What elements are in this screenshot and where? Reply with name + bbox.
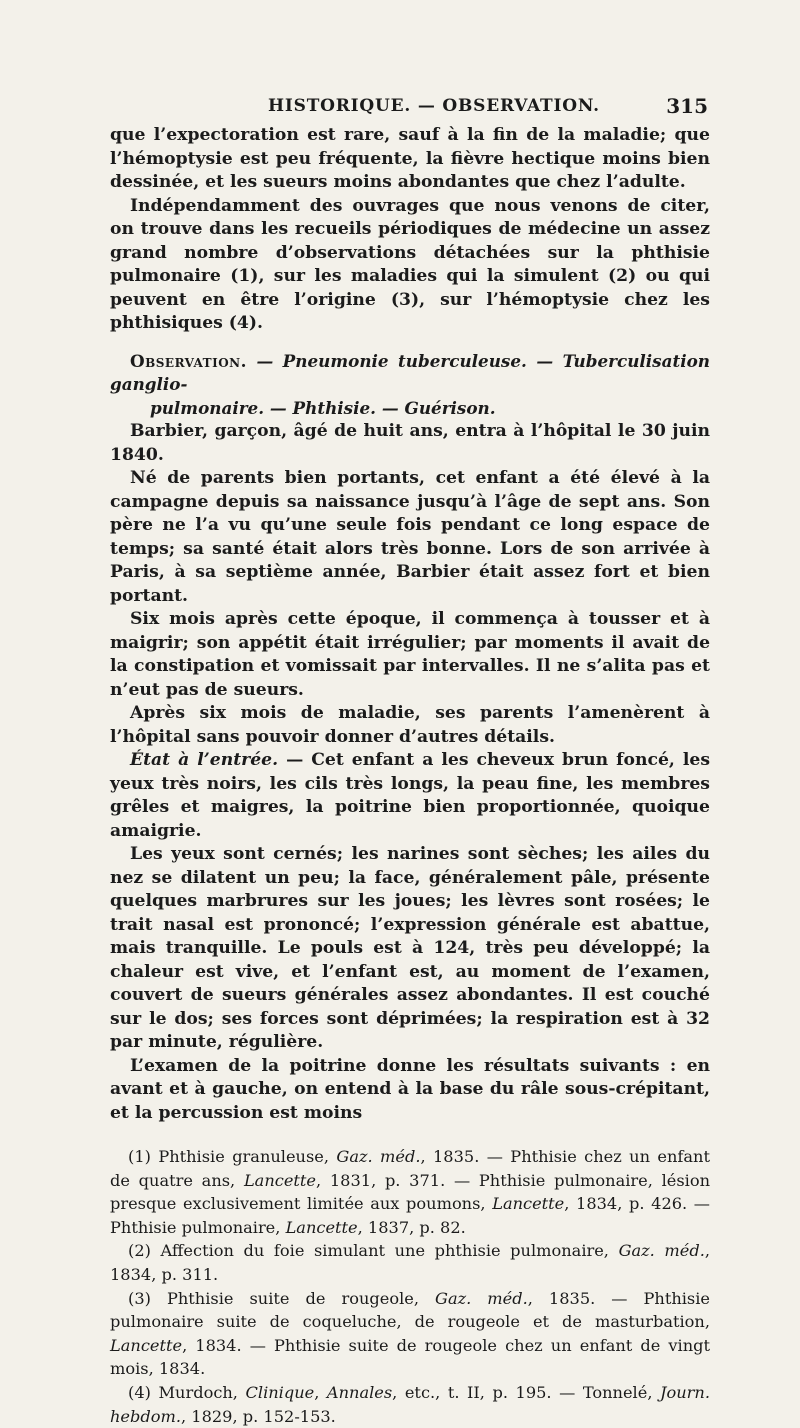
paragraph: Barbier, garçon, âgé de huit ans, entra à l’hôpital le 30 juin 1840. — [110, 421, 710, 465]
footnote-text: , 1831, p. 371. — Phthisie pulmonaire, lésion presque exclusivement limitée aux poumons, — [110, 1170, 711, 1214]
footnote-text: , 1837, p. 82. — [357, 1217, 466, 1237]
paragraph: Indépendamment des ouvrages que nous venons de citer, on trouve dans les recueils périodiques de médecine un assez grand nombre d’observations détachées sur la phthisie pulmonaire (1), sur les maladies qui la simulent (2) ou qui peuvent en être l’origine (3), sur l’hémoptysie chez les phthisiques (4). — [110, 195, 710, 333]
running-title: HISTORIQUE. — OBSERVATION. — [268, 96, 600, 116]
footnote-text: , 1829, p. 152-153. — [180, 1406, 336, 1426]
paragraph: Les yeux sont cernés; les narines sont sèches; les ailes du nez se dilatent un peu; la face, généralement pâle, présente quelques marbrures sur les joues; les lèvres sont rosées; le trait nasal est prononcé; l’expression générale est abattue, mais tranquille. Le pouls est à 124, très peu développé; la chaleur est vive, et l’enfant est, au moment de l’examen, couvert de sueurs générales assez abondantes. Il est couché sur le dos; ses forces sont déprimées; la respiration est à 32 par minute, régulière. — [110, 844, 710, 1052]
journal-title: Lancette — [243, 1170, 316, 1190]
paragraph: Après six mois de maladie, ses parents l’amenèrent à l’hôpital sans pouvoir donner d’autres détails. — [110, 703, 710, 747]
journal-title: Lancette — [492, 1194, 565, 1214]
paragraph-text: — Cet enfant a les cheveux brun foncé, les yeux très noirs, les cils très longs, la peau fine, les membres grêles et maigres, la poitrine bien proportionnée, quoique amaigrie. — [110, 750, 711, 841]
running-head — [110, 94, 710, 124]
page-number: 315 — [666, 94, 708, 118]
footnote-text: , 1834, p. 311. — [110, 1241, 711, 1284]
footnote-text: , etc., t. II, p. 195. — Tonnelé, — [392, 1382, 661, 1402]
footnote-1 — [110, 1145, 710, 1239]
footnote-text: (1) Phthisie granuleuse, — [128, 1147, 337, 1166]
footnote-4 — [110, 1381, 710, 1428]
footnote-text: , 1834. — Phthisie suite de rougeole chez un enfant de vingt mois, 1834. — [110, 1335, 710, 1379]
section-label: État à l’entrée. — [130, 750, 279, 770]
footnote-text: , 1835. — Phthisie pulmonaire suite de coqueluche, de rougeole et de masturbation, — [110, 1288, 711, 1332]
observation-heading — [110, 350, 710, 421]
body-text — [110, 124, 710, 1125]
footnotes — [110, 1145, 710, 1428]
journal-title: Gaz. méd. — [336, 1147, 421, 1166]
journal-title: Clinique — [245, 1382, 315, 1402]
footnote-text: , — [314, 1382, 327, 1402]
paragraph: Né de parents bien portants, cet enfant a été élevé à la campagne depuis sa naissance jusqu’à l’âge de sept ans. Son père ne l’a vu qu’une seule fois pendant ce long espace de temps; sa santé était alors très bonne. Lors de son arrivée à Paris, à sa septième année, Barbier était assez fort et bien portant. — [110, 468, 710, 606]
footnote-text: (2) Affection du foie simulant une phthisie pulmonaire, — [128, 1241, 619, 1261]
footnote-text: (3) Phthisie suite de rougeole, — [128, 1288, 436, 1308]
observation-label: Observation. — [130, 350, 247, 371]
footnote-3 — [110, 1287, 710, 1381]
book-page — [110, 94, 710, 1428]
paragraph — [110, 749, 710, 843]
paragraph: L’examen de la poitrine donne les résultats suivants : en avant et à gauche, on entend à la base du râle sous-crépitant, et la percussion est moins — [110, 1055, 710, 1123]
footnote-text: , 1834, p. 426. — Phthisie pulmonaire, — [110, 1194, 710, 1237]
journal-title: Annales — [326, 1382, 393, 1402]
journal-title: Gaz. méd. — [435, 1288, 528, 1308]
journal-title: Gaz. méd. — [618, 1241, 705, 1261]
paragraph: que l’expectoration est rare, sauf à la fin de la maladie; que l’hémoptysie est peu fréquente, la fièvre hectique moins bien dessinée, et les sueurs moins abondantes que chez l’adulte. — [110, 125, 710, 192]
footnote-2 — [110, 1239, 710, 1286]
observation-title: — Pneumonie tuberculeuse. — Tuberculisation ganglio- — [110, 350, 710, 394]
paragraph: Six mois après cette époque, il commença à tousser et à maigrir; son appétit était irrégulier; par moments il avait de la constipation et vomissait par intervalles. Il ne s’alita pas et n’eut pas de sueurs. — [110, 609, 710, 700]
journal-title: Lancette — [110, 1335, 183, 1355]
journal-title: Journ. hebdom. — [110, 1382, 710, 1426]
footnote-text: (4) Murdoch, — [128, 1382, 246, 1402]
observation-title-cont: pulmonaire. — Phthisie. — Guérison. — [150, 397, 496, 418]
journal-title: Lancette — [285, 1217, 358, 1237]
footnote-text: , 1835. — Phthisie chez un enfant de quatre ans, — [110, 1147, 710, 1190]
